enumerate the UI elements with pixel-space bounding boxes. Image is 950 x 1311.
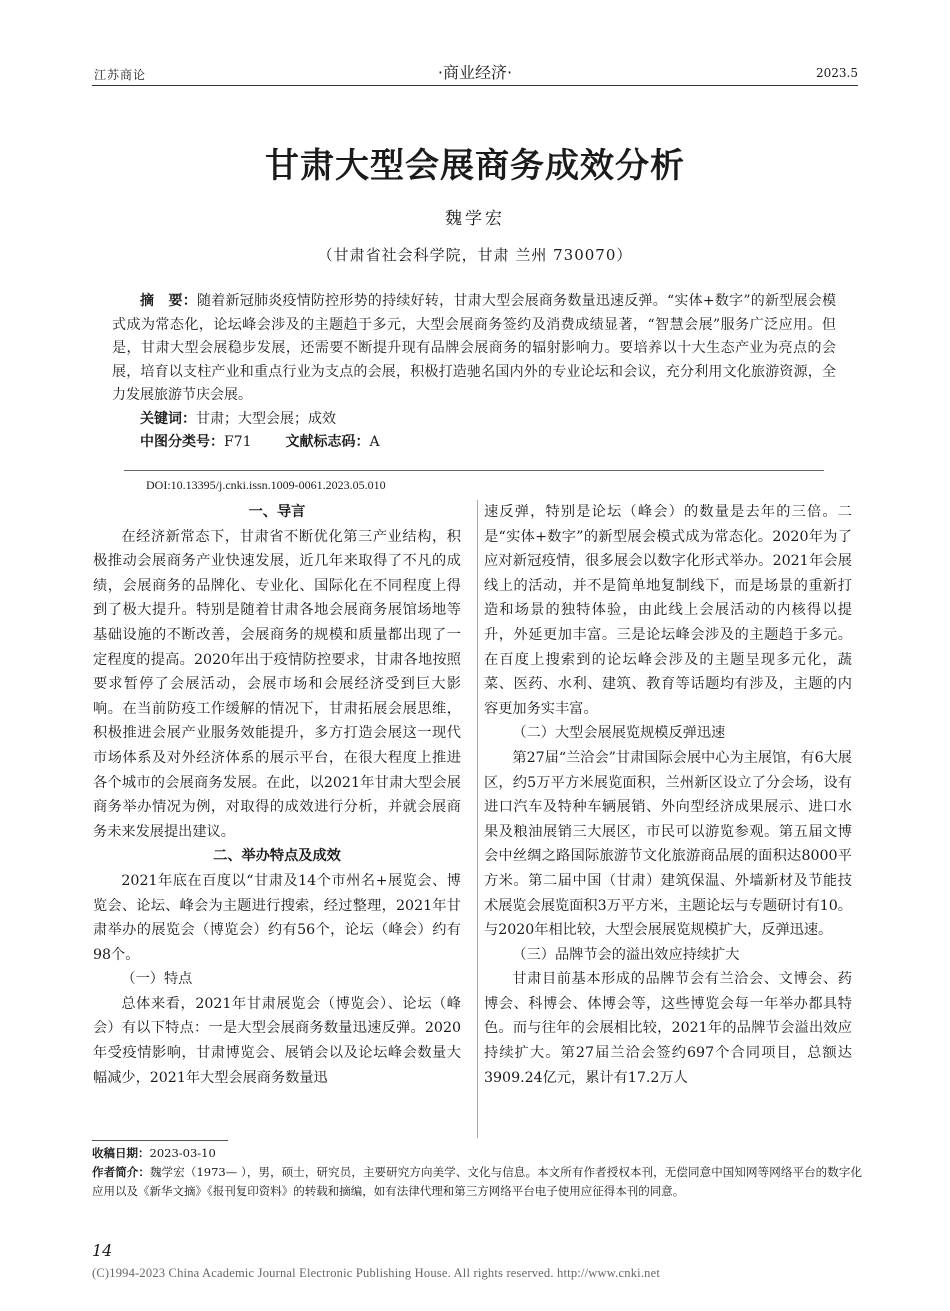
journal-name: 江苏商论 <box>94 68 147 82</box>
abstract-label: 摘 要： <box>140 293 197 309</box>
bio-label: 作者简介： <box>92 1165 151 1179</box>
keywords-label: 关键词： <box>140 410 196 427</box>
author-name: 魏学宏 <box>445 209 505 229</box>
footnote-divider <box>92 1140 228 1141</box>
doc-code-value: A <box>369 433 380 450</box>
header-divider <box>92 85 858 86</box>
body-paragraph: 总体来看，2021年甘肃展览会（博览会）、论坛（峰会）有以下特点：一是大型会展商务数量迅速反弹。2020年受疫情影响，甘肃博览会、展销会以及论坛峰会数量大幅减少，2021年大型会展商务数量迅 <box>93 995 461 1086</box>
body-paragraph: 第27届“兰洽会”甘肃国际会展中心为主展馆，有6大展区，约5万平方米展览面积，兰州新区设立了分会场，设有进口汽车及特种车辆展销、外向型经济成果展示、进口水果及粮油展销三大展区，市民可以游览参观。第五届文博会中丝绸之路国际旅游节文化旅游商品展的面积达8000平方米。第二届中国（甘肃）建筑保温、外墙新材及节能技术展览会展览面积3万平方米，主题论坛与专题研讨有10。与2020年相比较，大型会展展览规模扩大，反弹迅速。 <box>484 749 852 939</box>
page-number: 14 <box>92 1241 113 1260</box>
abstract-block <box>112 290 836 454</box>
subsection-heading: （二）大型会展展览规模反弹迅速 <box>512 725 726 742</box>
clc-value: F71 <box>224 433 252 450</box>
received-date-line <box>92 1144 862 1163</box>
doi: DOI:10.13395/j.cnki.issn.1009-0061.2023.05.010 <box>146 478 386 492</box>
body-paragraph: 在经济新常态下，甘肃省不断优化第三产业结构，积极推动会展商务产业快速发展，近几年来取得了不凡的成绩，会展商务的品牌化、专业化、国际化在不同程度上得到了极大提升。特别是随着甘肃各地会展商务展馆场地等基础设施的不断改善，会展商务的规模和质量都出现了一定程度的提高。2020年出于疫情防控要求，甘肃各地按照要求暂停了会展活动，会展市场和会展经济受到巨大影响。在当前防疫工作缓解的情况下，甘肃拓展会展思维，积极推进会展产业服务效能提升，多方打造会展这一现代市场体系及对外经济体系的展示平台，在很大程度上推进各个城市的会展商务发展。在此，以2021年甘肃大型会展商务举办情况为例，对取得的成效进行分析，并就会展商务未来发展提出建议。 <box>93 528 461 840</box>
section-heading-intro: 一、导言 <box>248 504 306 520</box>
body-paragraph: 甘肃目前基本形成的品牌节会有兰洽会、文博会、药博会、科博会、体博会等，这些博览会每一年举办都具特色。而与往年的会展相比较，2021年的品牌节会溢出效应持续扩大。第27届兰洽会签约697个合同项目，总额达3909.24亿元，累计有17.2万人 <box>484 971 852 1086</box>
classification-line <box>112 431 836 454</box>
body-column-left <box>93 500 461 1090</box>
article-title: 甘肃大型会展商务成效分析 <box>265 146 685 186</box>
keywords-text: 甘肃；大型会展；成效 <box>196 410 336 427</box>
section-heading-features: 二、举办特点及成效 <box>213 848 341 865</box>
body-paragraph: 2021年底在百度以“甘肃及14个市州名+展览会、博览会、论坛、峰会为主题进行搜索，经过整理，2021年甘肃举办的展览会（博览会）约有56个，论坛（峰会）约有98个。 <box>93 872 461 963</box>
column-divider <box>477 500 478 1138</box>
author-bio: 魏学宏（1973— ），男，硕士，研究员，主要研究方向美学、文化与信息。本文所有作者授权本刊，无偿同意中国知网等网络平台的数字化应用以及《新华文摘》《报刊复印资料》的转载和摘编，如有法律代理和第三方网络平台电子使用应征得本刊的同意。 <box>92 1165 862 1198</box>
author-bio-line <box>92 1163 862 1201</box>
footnote-block <box>92 1144 862 1201</box>
received-date: 2023-03-10 <box>149 1146 216 1160</box>
subsection-heading: （三）品牌节会的溢出效应持续扩大 <box>512 946 740 963</box>
keywords-line <box>112 408 836 431</box>
clc-label: 中图分类号： <box>140 433 224 450</box>
copyright-notice: (C)1994-2023 China Academic Journal Electronic Publishing House. All rights reserved. http://www.cnki.net <box>92 1266 661 1280</box>
doc-code-label: 文献标志码： <box>285 433 370 450</box>
subsection-heading: （一）特点 <box>121 971 193 988</box>
body-paragraph: 速反弹，特别是论坛（峰会）的数量是去年的三倍。二是“实体+数字”的新型展会模式成为常态化。2020年为了应对新冠疫情，很多展会以数字化形式举办。2021年会展线上的活动，并不是简单地复制线下，而是场景的重新打造和场景的独特体验，由此线上会展活动的内核得以提升，外延更加丰富。三是论坛峰会涉及的主题趋于多元。在百度上搜索到的论坛峰会涉及的主题呈现多元化，蔬菜、医药、水利、建筑、教育等话题均有涉及，主题的内容更加务实丰富。 <box>484 504 852 717</box>
issue-number: 2023.5 <box>816 66 858 80</box>
section-label: ·商业经济· <box>437 63 513 82</box>
abstract-divider <box>124 470 824 471</box>
abstract-paragraph <box>112 290 836 408</box>
received-label: 收稿日期： <box>92 1146 150 1160</box>
abstract-text: 随着新冠肺炎疫情防控形势的持续好转，甘肃大型会展商务数量迅速反弹。“实体+数字”的新型展会模式成为常态化，论坛峰会涉及的主题趋于多元，大型会展商务签约及消费成绩显著，“智慧会展”服务广泛应用。但是，甘肃大型会展稳步发展，还需要不断提升现有品牌会展商务的辐射影响力。要培养以十大生态产业为亮点的会展，培育以支柱产业和重点行业为支点的会展，积极打造驰名国内外的专业论坛和会议，充分利用文化旅游资源，全力发展旅游节庆会展。 <box>112 293 837 403</box>
body-column-right <box>484 500 852 1090</box>
author-affiliation: （甘肃省社会科学院，甘肃 兰州 730070） <box>317 246 633 264</box>
